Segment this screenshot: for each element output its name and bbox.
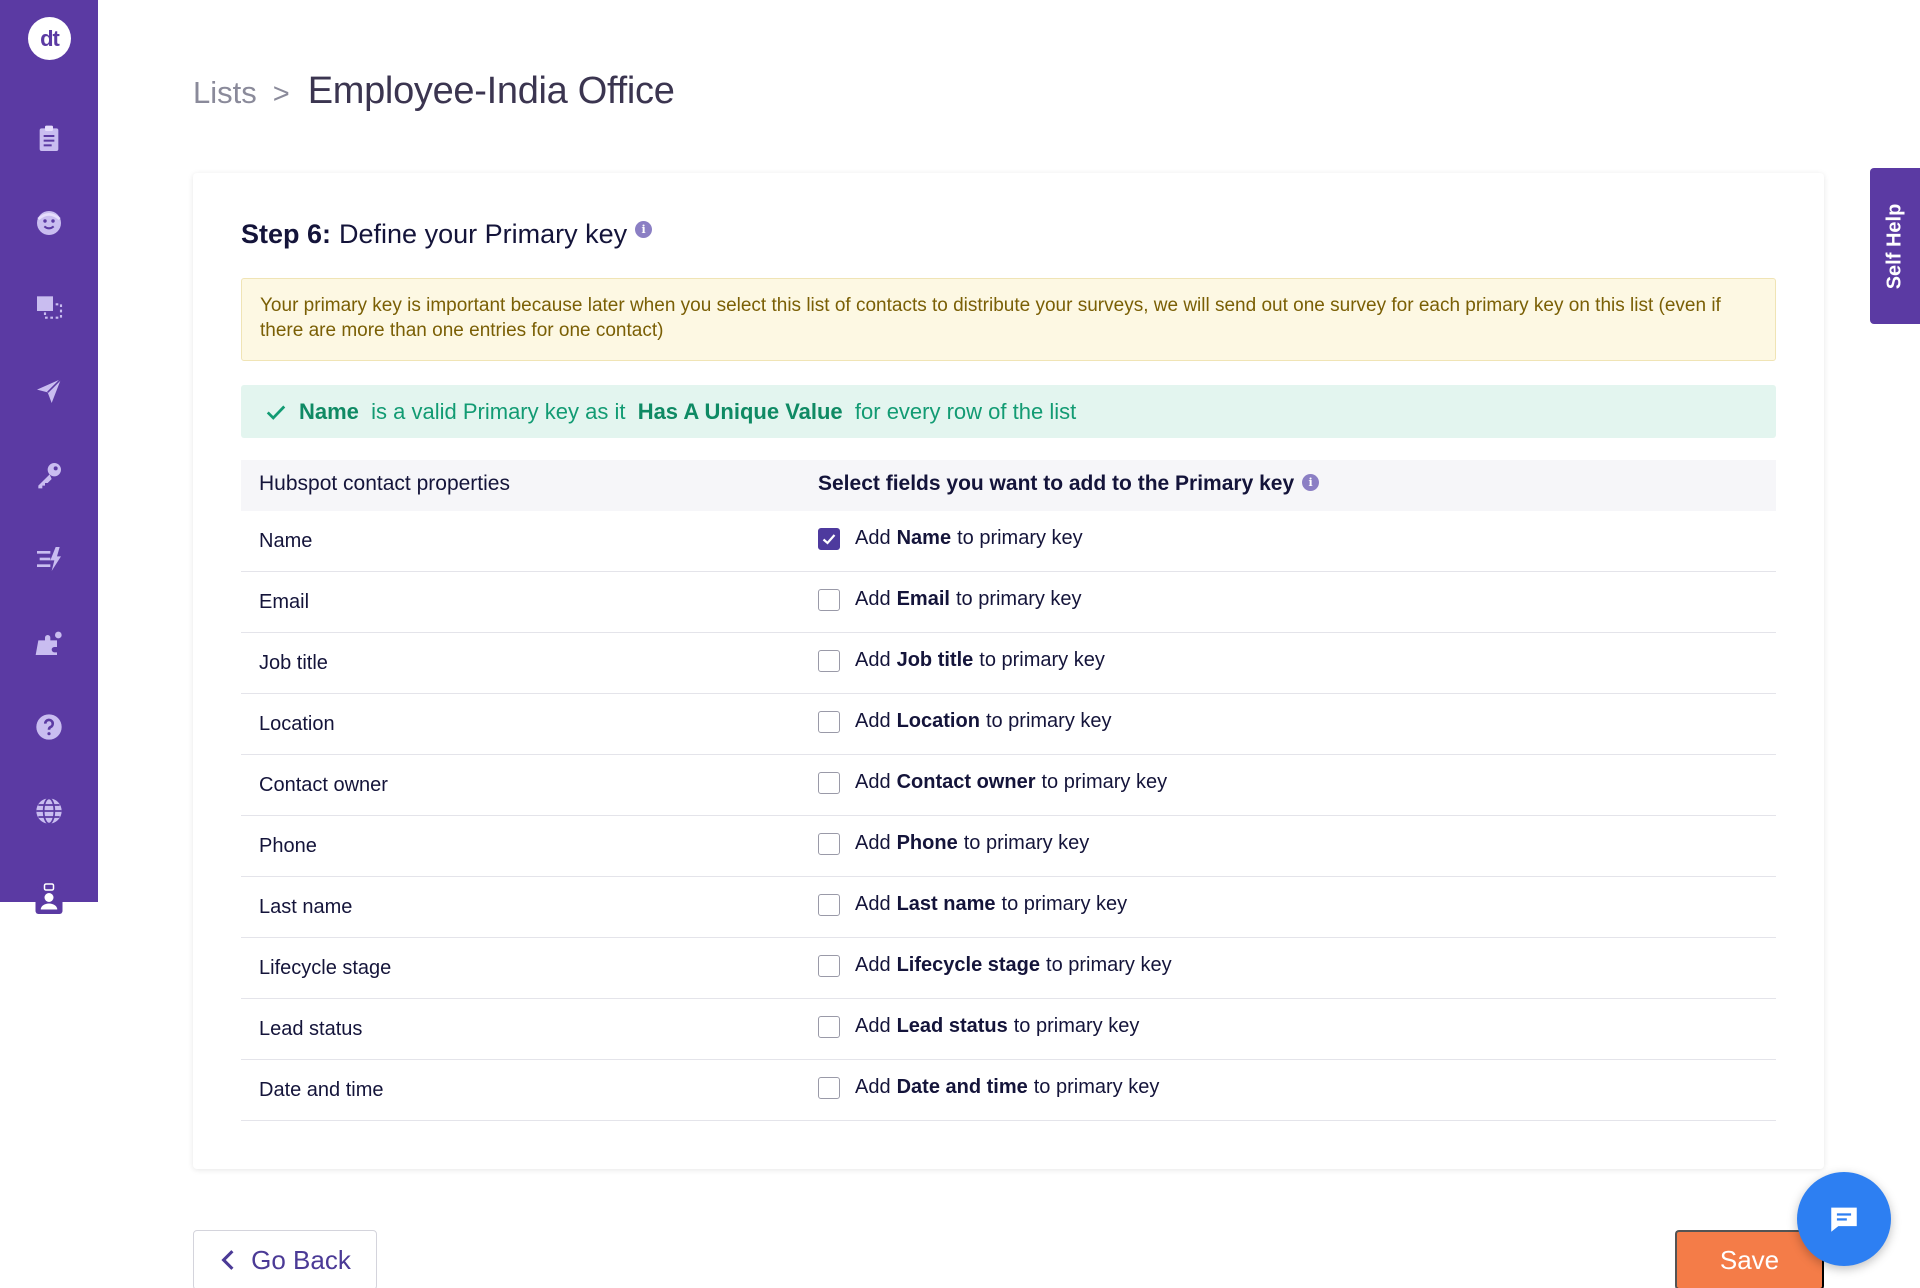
property-name: Date and time (259, 1079, 384, 1101)
clipboard-icon[interactable] (29, 119, 69, 159)
validation-text-1 (359, 399, 371, 425)
option-prefix: Add (855, 527, 891, 549)
integrations-icon[interactable] (29, 623, 69, 663)
add-to-primary-key-option[interactable] (818, 771, 1167, 794)
go-back-button[interactable] (193, 1230, 377, 1288)
option-prefix: Add (855, 710, 891, 732)
table-header (241, 460, 1776, 511)
table-row (241, 511, 1776, 572)
option-suffix: to primary key (963, 832, 1090, 854)
breadcrumb (193, 70, 675, 113)
add-to-primary-key-option[interactable] (818, 710, 1112, 733)
info-icon[interactable]: i (1302, 474, 1319, 491)
property-name: Name (259, 530, 313, 552)
table-row (241, 999, 1776, 1060)
validation-text-3 (843, 399, 855, 425)
property-name: Job title (259, 652, 328, 674)
properties-table (241, 511, 1776, 1121)
validation-field: Name (299, 398, 359, 424)
primary-key-notice: Your primary key is important because later when you select this list of contacts to distribute your surveys, we will send out one survey for each primary key on this list (even if there are more than one entries for one contact) (241, 278, 1776, 361)
chevron-left-icon (219, 1249, 237, 1271)
properties-header: Hubspot contact properties (259, 472, 510, 495)
validation-banner (241, 385, 1776, 438)
select-fields-header (818, 472, 1319, 496)
key-icon[interactable] (29, 455, 69, 495)
property-name: Contact owner (259, 774, 388, 796)
select-fields-header-text: Select fields you want to add to the Primary key (818, 472, 1295, 495)
chat-button[interactable] (1797, 1172, 1891, 1266)
sidebar (0, 0, 98, 902)
option-prefix: Add (855, 954, 891, 976)
self-help-tab[interactable] (1870, 168, 1920, 324)
option-field: Lifecycle stage (896, 954, 1041, 976)
table-row (241, 572, 1776, 633)
info-icon[interactable]: i (635, 221, 652, 238)
breadcrumb-lists-link[interactable]: Lists (193, 75, 257, 110)
option-prefix: Add (855, 832, 891, 854)
option-suffix: to primary key (1046, 954, 1172, 976)
add-to-primary-key-option[interactable] (818, 527, 1083, 550)
table-row (241, 694, 1776, 755)
option-prefix: Add (855, 649, 891, 671)
property-name: Phone (259, 835, 317, 857)
send-icon[interactable] (29, 371, 69, 411)
validation-text-2-content: for every row of the list (854, 398, 1077, 424)
option-field: Name (896, 527, 952, 549)
option-suffix: to primary key (1001, 893, 1128, 915)
option-prefix: Add (855, 771, 891, 793)
chat-icon (1827, 1202, 1861, 1236)
primary-key-checkbox[interactable] (818, 528, 840, 550)
add-to-primary-key-option[interactable] (818, 1076, 1159, 1099)
add-to-primary-key-option[interactable] (818, 954, 1172, 977)
primary-key-checkbox[interactable] (818, 1077, 840, 1099)
property-name: Location (259, 713, 335, 735)
option-suffix: to primary key (957, 527, 1083, 549)
option-field: Lead status (896, 1015, 1008, 1037)
property-name: Lead status (259, 1018, 363, 1040)
table-row (241, 755, 1776, 816)
self-help-label: Self Help (1883, 203, 1906, 289)
option-field: Location (896, 710, 980, 732)
step-label: Step 6: (241, 219, 332, 249)
option-prefix: Add (855, 1076, 891, 1098)
primary-key-checkbox[interactable] (818, 711, 840, 733)
help-icon[interactable] (29, 707, 69, 747)
primary-key-checkbox[interactable] (818, 589, 840, 611)
page-title: Employee-India Office (307, 70, 675, 112)
primary-key-checkbox[interactable] (818, 955, 840, 977)
go-back-label: Go Back (251, 1244, 351, 1275)
validation-highlight: Has A Unique Value (637, 398, 843, 424)
logo[interactable]: dt (28, 17, 71, 60)
option-suffix: to primary key (979, 649, 1105, 671)
table-row (241, 938, 1776, 999)
validation-text-1-content: is a valid Primary key as it (371, 398, 626, 424)
option-field: Date and time (896, 1076, 1028, 1098)
option-prefix: Add (855, 893, 891, 915)
breadcrumb-separator: > (272, 78, 290, 110)
option-field: Email (896, 588, 950, 610)
dashboard-icon[interactable] (29, 287, 69, 327)
property-name: Email (259, 591, 310, 613)
option-suffix: to primary key (1033, 1076, 1160, 1098)
table-row (241, 633, 1776, 694)
primary-key-checkbox[interactable] (818, 833, 840, 855)
table-row (241, 877, 1776, 938)
option-prefix: Add (855, 1015, 891, 1037)
option-field: Last name (896, 893, 996, 915)
step-heading: Define your Primary key (339, 219, 628, 249)
add-to-primary-key-option[interactable] (818, 1015, 1139, 1038)
contacts-icon[interactable] (29, 878, 69, 920)
option-field: Phone (896, 832, 958, 854)
step-title (241, 219, 652, 250)
option-suffix: to primary key (1041, 771, 1168, 793)
table-row (241, 816, 1776, 877)
property-name: Lifecycle stage (259, 957, 392, 979)
primary-key-card (193, 173, 1824, 1169)
smiley-icon[interactable] (29, 203, 69, 243)
add-to-primary-key-option[interactable] (818, 649, 1105, 672)
property-name: Last name (259, 896, 353, 918)
add-to-primary-key-option[interactable] (818, 832, 1089, 855)
primary-key-checkbox[interactable] (818, 894, 840, 916)
primary-key-checkbox[interactable] (818, 1016, 840, 1038)
globe-icon[interactable] (29, 791, 69, 831)
primary-key-checkbox[interactable] (818, 772, 840, 794)
option-suffix: to primary key (955, 588, 1082, 610)
option-field: Job title (896, 649, 974, 671)
add-to-primary-key-option[interactable] (818, 893, 1127, 916)
option-suffix: to primary key (985, 710, 1112, 732)
check-icon (265, 401, 287, 423)
save-button[interactable]: Save (1675, 1230, 1824, 1288)
option-field: Contact owner (896, 771, 1036, 793)
primary-key-checkbox[interactable] (818, 650, 840, 672)
add-to-primary-key-option[interactable] (818, 588, 1082, 611)
option-prefix: Add (855, 588, 891, 610)
option-suffix: to primary key (1013, 1015, 1140, 1037)
table-row (241, 1060, 1776, 1121)
workflow-icon[interactable] (29, 539, 69, 579)
validation-text-2 (625, 399, 637, 425)
checkmark-icon (821, 531, 837, 547)
